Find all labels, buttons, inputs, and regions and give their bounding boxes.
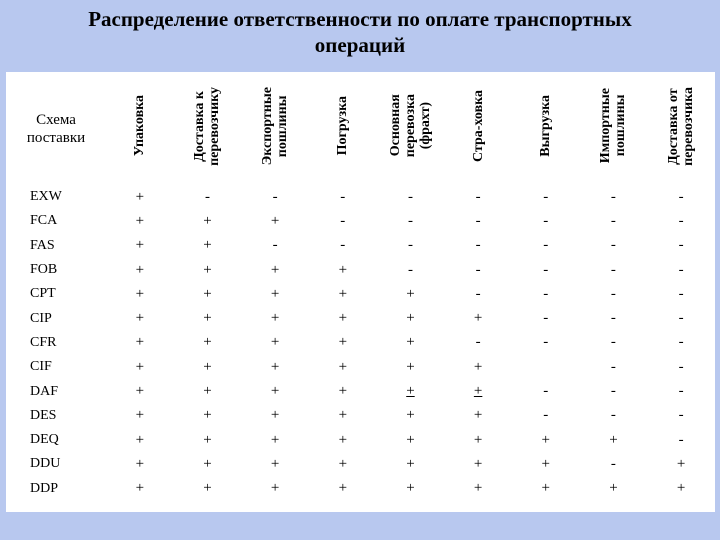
responsibility-cell: - bbox=[340, 212, 346, 229]
responsibility-cell: + bbox=[135, 261, 145, 278]
responsibility-cell: - bbox=[543, 237, 549, 254]
responsibility-cell: + bbox=[203, 237, 212, 254]
responsibility-cell: + bbox=[203, 310, 212, 327]
incoterm-cell: EXW bbox=[30, 189, 62, 205]
table-row bbox=[6, 428, 715, 452]
incoterm-cell: CFR bbox=[30, 334, 57, 350]
column-header-label: Упаковка bbox=[132, 95, 148, 157]
responsibility-cell: - bbox=[610, 212, 616, 229]
table-row bbox=[6, 185, 715, 209]
responsibility-table bbox=[6, 72, 715, 501]
responsibility-cell: - bbox=[407, 212, 413, 229]
incoterm-cell: DES bbox=[30, 407, 57, 423]
column-header-label: Стра-ховка bbox=[470, 90, 486, 162]
responsibility-cell: + bbox=[676, 455, 686, 472]
responsibility-cell: - bbox=[678, 188, 684, 205]
table-row bbox=[6, 355, 715, 379]
responsibility-cell bbox=[512, 355, 580, 379]
responsibility-cell: - bbox=[543, 334, 549, 351]
responsibility-cell: - bbox=[407, 188, 413, 205]
responsibility-cell: + bbox=[135, 431, 145, 448]
responsibility-cell: + bbox=[135, 310, 145, 327]
responsibility-cell: + bbox=[270, 212, 280, 229]
responsibility-cell: + bbox=[270, 285, 280, 302]
responsibility-cell: + bbox=[406, 455, 415, 472]
column-header-label: Доставка к перевозчику bbox=[192, 86, 223, 166]
responsibility-cell: - bbox=[204, 188, 210, 205]
responsibility-cell: + bbox=[203, 383, 212, 400]
responsibility-cell: + bbox=[203, 431, 212, 448]
responsibility-cell: - bbox=[610, 285, 616, 302]
responsibility-cell: + bbox=[406, 383, 415, 400]
column-header bbox=[512, 72, 580, 185]
responsibility-cell: + bbox=[609, 480, 618, 497]
responsibility-cell: + bbox=[203, 212, 212, 229]
table-row bbox=[6, 452, 715, 476]
responsibility-cell: - bbox=[678, 237, 684, 254]
responsibility-cell: + bbox=[135, 212, 145, 229]
column-header bbox=[444, 72, 512, 185]
responsibility-cell: + bbox=[406, 358, 415, 375]
responsibility-cell: + bbox=[338, 455, 348, 472]
responsibility-cell: - bbox=[543, 383, 549, 400]
responsibility-cell: + bbox=[270, 358, 280, 375]
column-header bbox=[309, 72, 377, 185]
column-header-label: Основная перевозка (фрахт) bbox=[387, 94, 433, 158]
table-row bbox=[6, 379, 715, 403]
responsibility-cell: + bbox=[473, 358, 483, 375]
responsibility-cell: + bbox=[203, 334, 212, 351]
responsibility-cell: + bbox=[338, 310, 348, 327]
incoterm-cell: FAS bbox=[30, 237, 55, 253]
slide-title bbox=[0, 6, 720, 58]
responsibility-cell: + bbox=[676, 480, 686, 497]
responsibility-cell: + bbox=[406, 407, 415, 424]
title-line-2: операций bbox=[314, 33, 406, 57]
responsibility-cell: - bbox=[475, 237, 481, 254]
table-row bbox=[6, 282, 715, 306]
responsibility-cell: - bbox=[678, 407, 684, 424]
responsibility-cell: + bbox=[473, 480, 483, 497]
responsibility-cell: + bbox=[338, 334, 348, 351]
incoterm-cell: DEQ bbox=[30, 432, 59, 448]
responsibility-cell: + bbox=[135, 237, 145, 254]
responsibility-cell: + bbox=[473, 310, 483, 327]
table-row bbox=[6, 477, 715, 501]
responsibility-cell: - bbox=[610, 407, 616, 424]
responsibility-cell: - bbox=[475, 334, 481, 351]
responsibility-cell: + bbox=[135, 334, 145, 351]
responsibility-cell: - bbox=[678, 383, 684, 400]
responsibility-cell: + bbox=[338, 383, 348, 400]
responsibility-cell: + bbox=[270, 310, 280, 327]
responsibility-cell: + bbox=[406, 480, 415, 497]
responsibility-cell: + bbox=[135, 383, 145, 400]
column-header-label: Экспортные пошлины bbox=[260, 86, 291, 166]
table-row bbox=[6, 404, 715, 428]
responsibility-cell: + bbox=[203, 407, 212, 424]
responsibility-cell: - bbox=[543, 261, 549, 278]
responsibility-cell: + bbox=[541, 431, 550, 448]
table-body bbox=[6, 185, 715, 501]
responsibility-cell: + bbox=[203, 455, 212, 472]
responsibility-cell: + bbox=[270, 261, 280, 278]
responsibility-cell: - bbox=[407, 237, 413, 254]
incoterm-cell: FOB bbox=[30, 262, 58, 278]
responsibility-cell: + bbox=[541, 455, 550, 472]
incoterm-cell: DDP bbox=[30, 480, 59, 496]
column-header-label: Погрузка bbox=[335, 96, 351, 156]
responsibility-cell: - bbox=[678, 212, 684, 229]
responsibility-cell: - bbox=[610, 310, 616, 327]
incoterm-cell: DAF bbox=[30, 383, 59, 399]
responsibility-cell: - bbox=[543, 188, 549, 205]
responsibility-cell: - bbox=[610, 455, 616, 472]
responsibility-cell: - bbox=[475, 188, 481, 205]
responsibility-cell: + bbox=[135, 285, 145, 302]
scheme-header: Схема поставки bbox=[26, 111, 86, 146]
responsibility-cell: + bbox=[473, 455, 483, 472]
responsibility-cell: - bbox=[340, 188, 346, 205]
responsibility-cell: - bbox=[543, 407, 549, 424]
title-line-1: Распределение ответственности по оплате транспортных bbox=[88, 7, 632, 31]
column-header-label: Доставка от перевозчика bbox=[666, 86, 697, 166]
incoterm-cell: FCA bbox=[30, 213, 58, 229]
responsibility-cell: - bbox=[543, 310, 549, 327]
responsibility-cell: + bbox=[473, 407, 483, 424]
responsibility-cell: + bbox=[203, 480, 212, 497]
responsibility-cell: + bbox=[270, 383, 280, 400]
responsibility-cell: + bbox=[135, 480, 145, 497]
responsibility-cell: + bbox=[473, 383, 483, 400]
responsibility-cell: + bbox=[135, 407, 145, 424]
responsibility-cell: - bbox=[678, 310, 684, 327]
responsibility-cell: - bbox=[407, 261, 413, 278]
table-row bbox=[6, 331, 715, 355]
column-header-label: Импортные пошлины bbox=[598, 88, 629, 164]
column-header bbox=[580, 72, 648, 185]
responsibility-cell: - bbox=[610, 383, 616, 400]
header-row bbox=[6, 72, 715, 185]
responsibility-cell: + bbox=[473, 431, 483, 448]
incoterm-cell: DDU bbox=[30, 456, 61, 472]
responsibility-table-panel bbox=[6, 72, 715, 512]
responsibility-cell: - bbox=[543, 212, 549, 229]
responsibility-cell: - bbox=[272, 237, 278, 254]
responsibility-cell: - bbox=[610, 188, 616, 205]
column-header bbox=[647, 72, 715, 185]
responsibility-cell: - bbox=[543, 285, 549, 302]
responsibility-cell: + bbox=[203, 261, 212, 278]
responsibility-cell: + bbox=[203, 358, 212, 375]
responsibility-cell: + bbox=[338, 261, 348, 278]
responsibility-cell: - bbox=[272, 188, 278, 205]
responsibility-cell: - bbox=[678, 431, 684, 448]
responsibility-cell: - bbox=[340, 237, 346, 254]
responsibility-cell: - bbox=[610, 237, 616, 254]
column-header-label: Выгрузка bbox=[538, 95, 554, 157]
responsibility-cell: - bbox=[678, 358, 684, 375]
responsibility-cell: + bbox=[338, 480, 348, 497]
table-row bbox=[6, 258, 715, 282]
responsibility-cell: + bbox=[270, 455, 280, 472]
responsibility-cell: + bbox=[609, 431, 618, 448]
responsibility-cell: - bbox=[678, 261, 684, 278]
responsibility-cell: + bbox=[406, 334, 415, 351]
column-header bbox=[174, 72, 242, 185]
responsibility-cell: + bbox=[338, 285, 348, 302]
responsibility-cell: + bbox=[338, 407, 348, 424]
column-header bbox=[241, 72, 309, 185]
responsibility-cell: - bbox=[475, 261, 481, 278]
responsibility-cell: - bbox=[475, 285, 481, 302]
incoterm-cell: CIP bbox=[30, 310, 52, 326]
responsibility-cell: - bbox=[678, 334, 684, 351]
responsibility-cell: - bbox=[610, 261, 616, 278]
responsibility-cell: + bbox=[270, 334, 280, 351]
responsibility-cell: + bbox=[270, 480, 280, 497]
responsibility-cell: + bbox=[541, 480, 550, 497]
responsibility-cell: - bbox=[678, 285, 684, 302]
responsibility-cell: - bbox=[610, 334, 616, 351]
responsibility-cell: + bbox=[135, 455, 145, 472]
responsibility-cell: + bbox=[203, 285, 212, 302]
column-header bbox=[377, 72, 445, 185]
incoterm-cell: CIF bbox=[30, 359, 52, 375]
responsibility-cell: + bbox=[338, 431, 348, 448]
responsibility-cell: + bbox=[270, 431, 280, 448]
table-row bbox=[6, 234, 715, 258]
table-row bbox=[6, 306, 715, 330]
responsibility-cell: + bbox=[135, 358, 145, 375]
responsibility-cell: + bbox=[270, 407, 280, 424]
incoterm-cell: CPT bbox=[30, 286, 56, 302]
responsibility-cell: + bbox=[406, 285, 415, 302]
column-header bbox=[106, 72, 174, 185]
responsibility-cell: + bbox=[406, 310, 415, 327]
table-row bbox=[6, 209, 715, 233]
responsibility-cell: - bbox=[610, 358, 616, 375]
responsibility-cell: + bbox=[135, 188, 145, 205]
responsibility-cell: + bbox=[338, 358, 348, 375]
responsibility-cell: - bbox=[475, 212, 481, 229]
responsibility-cell: + bbox=[406, 431, 415, 448]
